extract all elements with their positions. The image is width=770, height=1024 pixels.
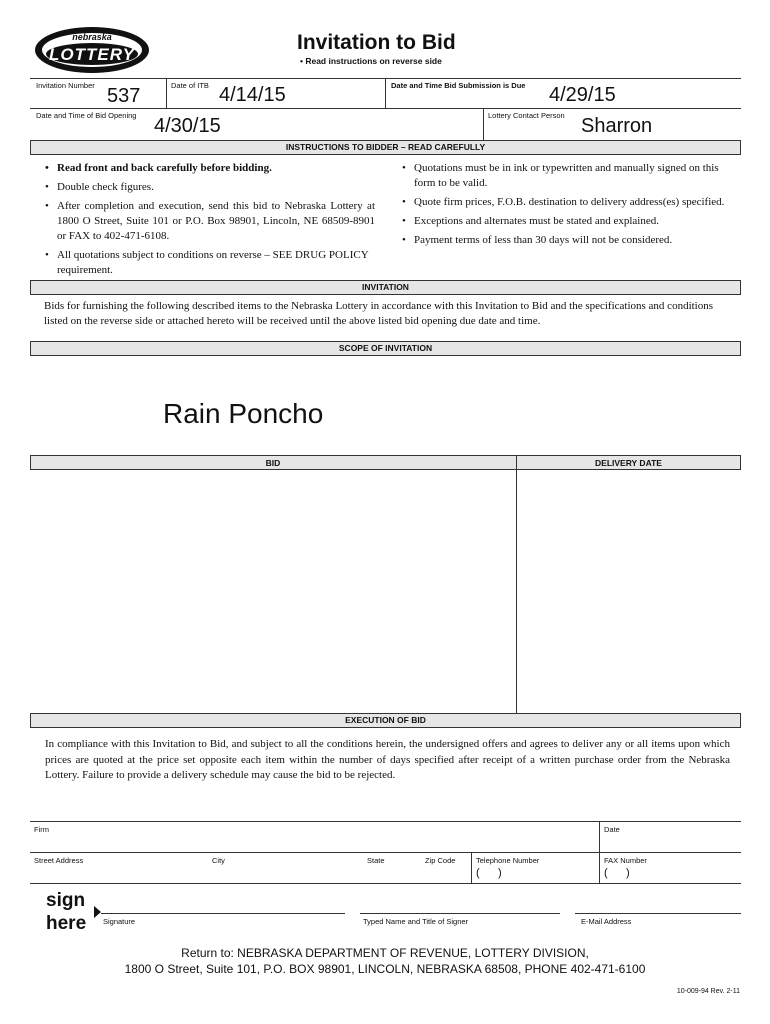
- instruction-item: • Quote firm prices, F.O.B. destination to delivery address(es) specified.: [402, 195, 727, 210]
- instructions-heading: INSTRUCTIONS TO BIDDER – READ CAREFULLY: [30, 140, 741, 155]
- instruction-item: • Payment terms of less than 30 days will not be considered.: [402, 233, 727, 248]
- signature-field[interactable]: [101, 893, 345, 913]
- sign-arrow-icon: [94, 906, 101, 918]
- email-field[interactable]: [575, 893, 741, 913]
- fax-label: FAX Number: [604, 856, 647, 865]
- instructions-right-list: [402, 161, 727, 252]
- page-subtitle: • Read instructions on reverse side: [300, 56, 442, 66]
- bid-opening-label: Date and Time of Bid Opening: [36, 111, 137, 120]
- form-number: 10-009-94 Rev. 2-11: [676, 988, 740, 995]
- signature-label: Signature: [103, 917, 136, 926]
- bid-opening-value: 4/30/15: [154, 115, 221, 137]
- bid-column-header: BID: [265, 458, 281, 468]
- date-label: Date: [604, 825, 620, 834]
- state-label: State: [367, 856, 385, 865]
- typed-name-field[interactable]: [360, 893, 560, 913]
- page-title: Invitation to Bid: [297, 31, 456, 54]
- contact-person-label: Lottery Contact Person: [488, 111, 565, 120]
- invitation-number-label: Invitation Number: [36, 81, 95, 90]
- date-of-itb-value: 4/14/15: [219, 84, 286, 106]
- return-address-line-2: 1800 O Street, Suite 101, P.O. BOX 98901, LINCOLN, NEBRASKA 68508, PHONE 402-471-6100: [124, 962, 646, 976]
- invitation-text: Bids for furnishing the following described items to the Nebraska Lottery in accordance with this Invitation to Bid and the specifications and conditions listed on the reverse side or attached hereto will be received until the above listed bid opening due date and time.: [44, 300, 714, 327]
- bid-area[interactable]: [31, 471, 515, 713]
- delivery-date-area[interactable]: [517, 471, 740, 713]
- telephone-field[interactable]: ( ): [476, 867, 502, 879]
- instructions-left-list: [45, 161, 375, 282]
- email-label: E-Mail Address: [581, 917, 632, 926]
- contact-person-value: Sharron: [581, 115, 653, 137]
- logo-top-text: nebraska: [72, 32, 112, 42]
- submission-due-value: 4/29/15: [549, 84, 616, 106]
- nebraska-lottery-logo: [32, 24, 152, 76]
- firm-field[interactable]: [31, 835, 597, 851]
- execution-heading: EXECUTION OF BID: [30, 713, 741, 728]
- scope-item: Rain Poncho: [163, 398, 324, 429]
- instruction-item: • After completion and execution, send this bid to Nebraska Lottery at 1800 O Street, Suite 101 or P.O. Box 98901, Lincoln, NE 68509-8901 or FAX to 402-471-6108.: [45, 199, 375, 244]
- execution-text: In compliance with this Invitation to Bid, and subject to all the conditions herein, the undersigned offers and agrees to deliver any or all items upon which prices are quoted at the price set opposite each item within the number of days specified after receipt of a written purchase order from the Nebraska Lottery. Failure to provide a delivery schedule may cause the bid to be rejected.: [45, 738, 730, 781]
- typed-name-label: Typed Name and Title of Signer: [363, 917, 469, 926]
- instruction-item: • Exceptions and alternates must be stated and explained.: [402, 214, 727, 229]
- instruction-item: • Quotations must be in ink or typewritten and manually signed on this form to be valid.: [402, 161, 727, 191]
- instruction-item: • All quotations subject to conditions on reverse – SEE DRUG POLICY requirement.: [45, 248, 375, 278]
- address-field[interactable]: [31, 866, 469, 882]
- submission-due-label: Date and Time Bid Submission is Due: [391, 81, 526, 90]
- street-address-label: Street Address: [34, 856, 84, 865]
- instruction-item: • Double check figures.: [45, 180, 375, 195]
- invitation-heading: INVITATION: [30, 280, 741, 295]
- scope-heading: SCOPE OF INVITATION: [30, 341, 741, 356]
- zip-code-label: Zip Code: [425, 856, 456, 865]
- logo-main-text: LOTTERY: [48, 45, 136, 64]
- delivery-date-column-header: DELIVERY DATE: [595, 458, 662, 468]
- return-address-line-1: Return to: NEBRASKA DEPARTMENT OF REVENUE, LOTTERY DIVISION,: [181, 946, 589, 960]
- sign-here-text: sign here: [46, 890, 87, 934]
- fax-field[interactable]: ( ): [604, 867, 630, 879]
- telephone-label: Telephone Number: [476, 856, 540, 865]
- date-of-itb-label: Date of ITB: [171, 81, 209, 90]
- date-field[interactable]: [601, 835, 740, 851]
- instruction-item: • Read front and back carefully before bidding.: [45, 161, 375, 176]
- invitation-number-value: 537: [107, 85, 141, 107]
- firm-label: Firm: [34, 825, 49, 834]
- city-label: City: [212, 856, 225, 865]
